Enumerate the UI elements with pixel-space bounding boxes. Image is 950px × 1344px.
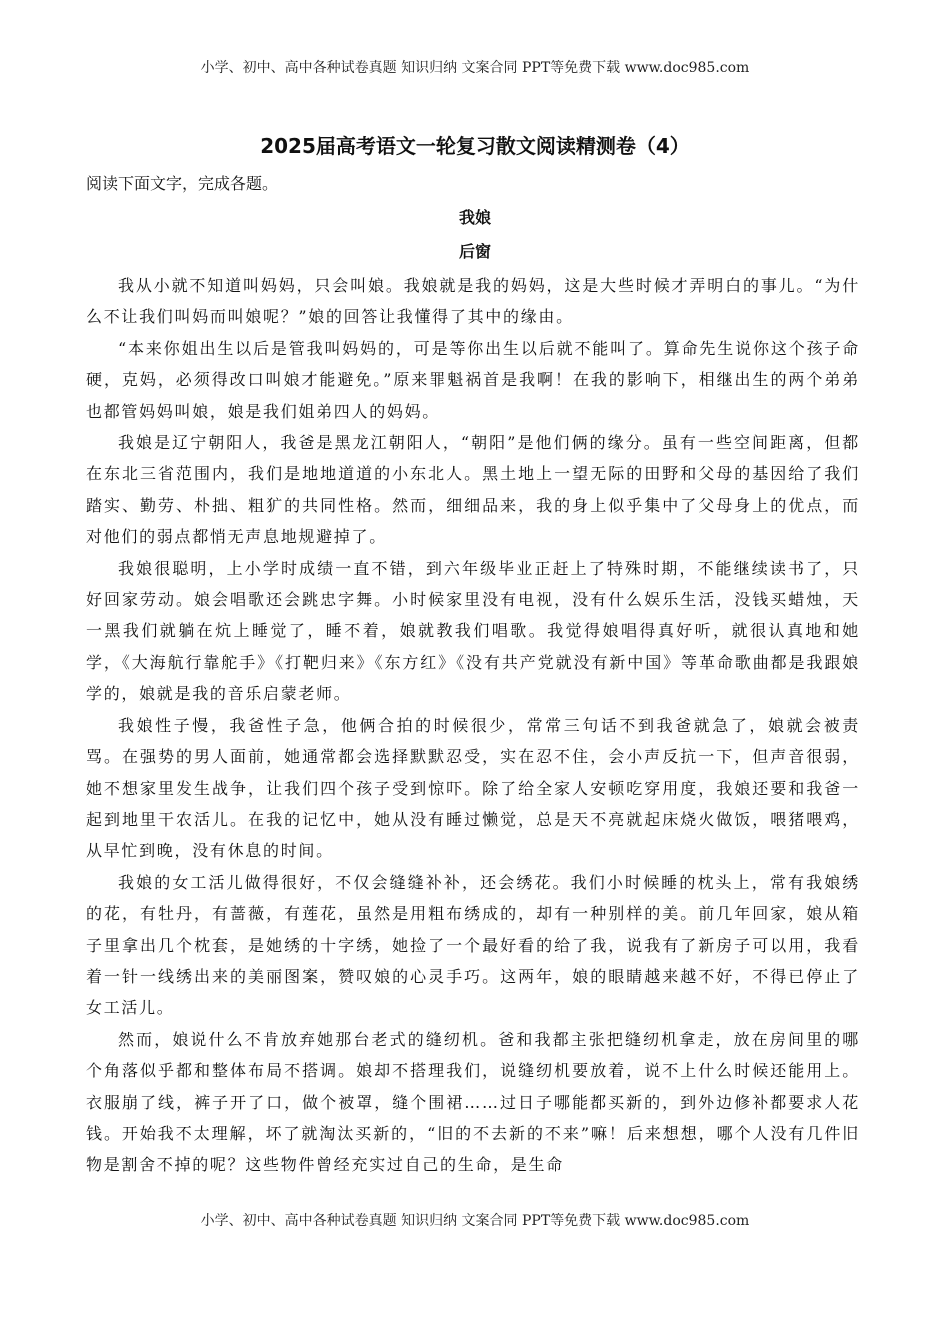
paragraph-6: 我娘的女工活儿做得很好，不仅会缝缝补补，还会绣花。我们小时候睡的枕头上，常有我娘绣的花，有牡丹，有蔷薇，有莲花，虽然是用粗布绣成的，却有一种别样的美。前几年回家，娘从箱子里拿出几个枕套，是她绣的十字绣，她捡了一个最好看的给了我，说我有了新房子可以用，我看着一针一线绣出来的美丽图案，赞叹娘的心灵手巧。这两年，娘的眼睛越来越不好，不得已停止了女工活儿。 — [86, 872, 860, 1018]
essay-body — [86, 270, 860, 1181]
paragraph-3: 我娘是辽宁朝阳人，我爸是黑龙江朝阳人，“朝阳”是他们俩的缘分。虽有一些空间距离，但都在东北三省范围内，我们是地地道道的小东北人。黑土地上一望无际的田野和父母的基因给了我们踏实、勤劳、朴拙、粗犷的共同性格。然而，细细品来，我的身上似乎集中了父母身上的优点，而对他们的弱点都悄无声息地规避掉了。 — [86, 433, 860, 547]
paragraph-4: 我娘很聪明，上小学时成绩一直不错，到六年级毕业正赶上了特殊时期，不能继续读书了，只好回家劳动。娘会唱歌还会跳忠字舞。小时候家里没有电视，没有什么娱乐生活，没钱买蜡烛，天一黑我们就躺在炕上睡觉了，睡不着，娘就教我们唱歌。我觉得娘唱得真好听，就很认真地和她学，《大海航行靠舵手》《打靶归来》《东方红》《没有共产党就没有新中国》等革命歌曲都是我跟娘学的，娘就是我的音乐启蒙老师。 — [86, 558, 860, 704]
essay-author: 后窗 — [458, 242, 491, 261]
paragraph-7: 然而，娘说什么不肯放弃她那台老式的缝纫机。爸和我都主张把缝纫机拿走，放在房间里的哪个角落似乎都和整体布局不搭调。娘却不搭理我们，说缝纫机要放着，说不上什么时候还能用上。衣服崩了线，裤子开了口，做个被罩，缝个围裙……过日子哪能都买新的，到外边修补都要求人花钱。开始我不太理解，坏了就淘汰买新的，“旧的不去新的不来”嘛！后来想想，哪个人没有几件旧物是割舍不掉的呢？这些物件曾经充实过自己的生命，是生命 — [86, 1029, 860, 1175]
paragraph-1: 我从小就不知道叫妈妈，只会叫娘。我娘就是我的妈妈，这是大些时候才弄明白的事儿。“为什么不让我们叫妈而叫娘呢？”娘的回答让我懂得了其中的缘由。 — [86, 276, 860, 327]
page-header-banner: 小学、初中、高中各种试卷真题 知识归纳 文案合同 PPT等免费下载 www.doc985.com — [200, 60, 750, 76]
page-footer-banner: 小学、初中、高中各种试卷真题 知识归纳 文案合同 PPT等免费下载 www.doc985.com — [200, 1213, 750, 1229]
paragraph-5: 我娘性子慢，我爸性子急，他俩合拍的时候很少，常常三句话不到我爸就急了，娘就会被责骂。在强势的男人面前，她通常都会选择默默忍受，实在忍不住，会小声反抗一下，但声音很弱，她不想家里发生战争，让我们四个孩子受到惊吓。除了给全家人安顿吃穿用度，我娘还要和我爸一起到地里干农活儿。在我的记忆中，她从没有睡过懒觉，总是天不亮就起床烧火做饭，喂猪喂鸡，从早忙到晚，没有休息的时间。 — [86, 715, 860, 861]
reading-instruction: 阅读下面文字，完成各题。 — [86, 174, 279, 193]
essay-title: 我娘 — [458, 208, 491, 227]
paragraph-2: “本来你姐出生以后是管我叫妈妈的，可是等你出生以后就不能叫了。算命先生说你这个孩子命硬，克妈，必须得改口叫娘才能避免。”原来罪魁祸首是我啊！在我的影响下，相继出生的两个弟弟也都管妈妈叫娘，娘是我们姐弟四人的妈妈。 — [86, 338, 860, 421]
document-title: 2025届高考语文一轮复习散文阅读精测卷（4） — [260, 134, 690, 158]
